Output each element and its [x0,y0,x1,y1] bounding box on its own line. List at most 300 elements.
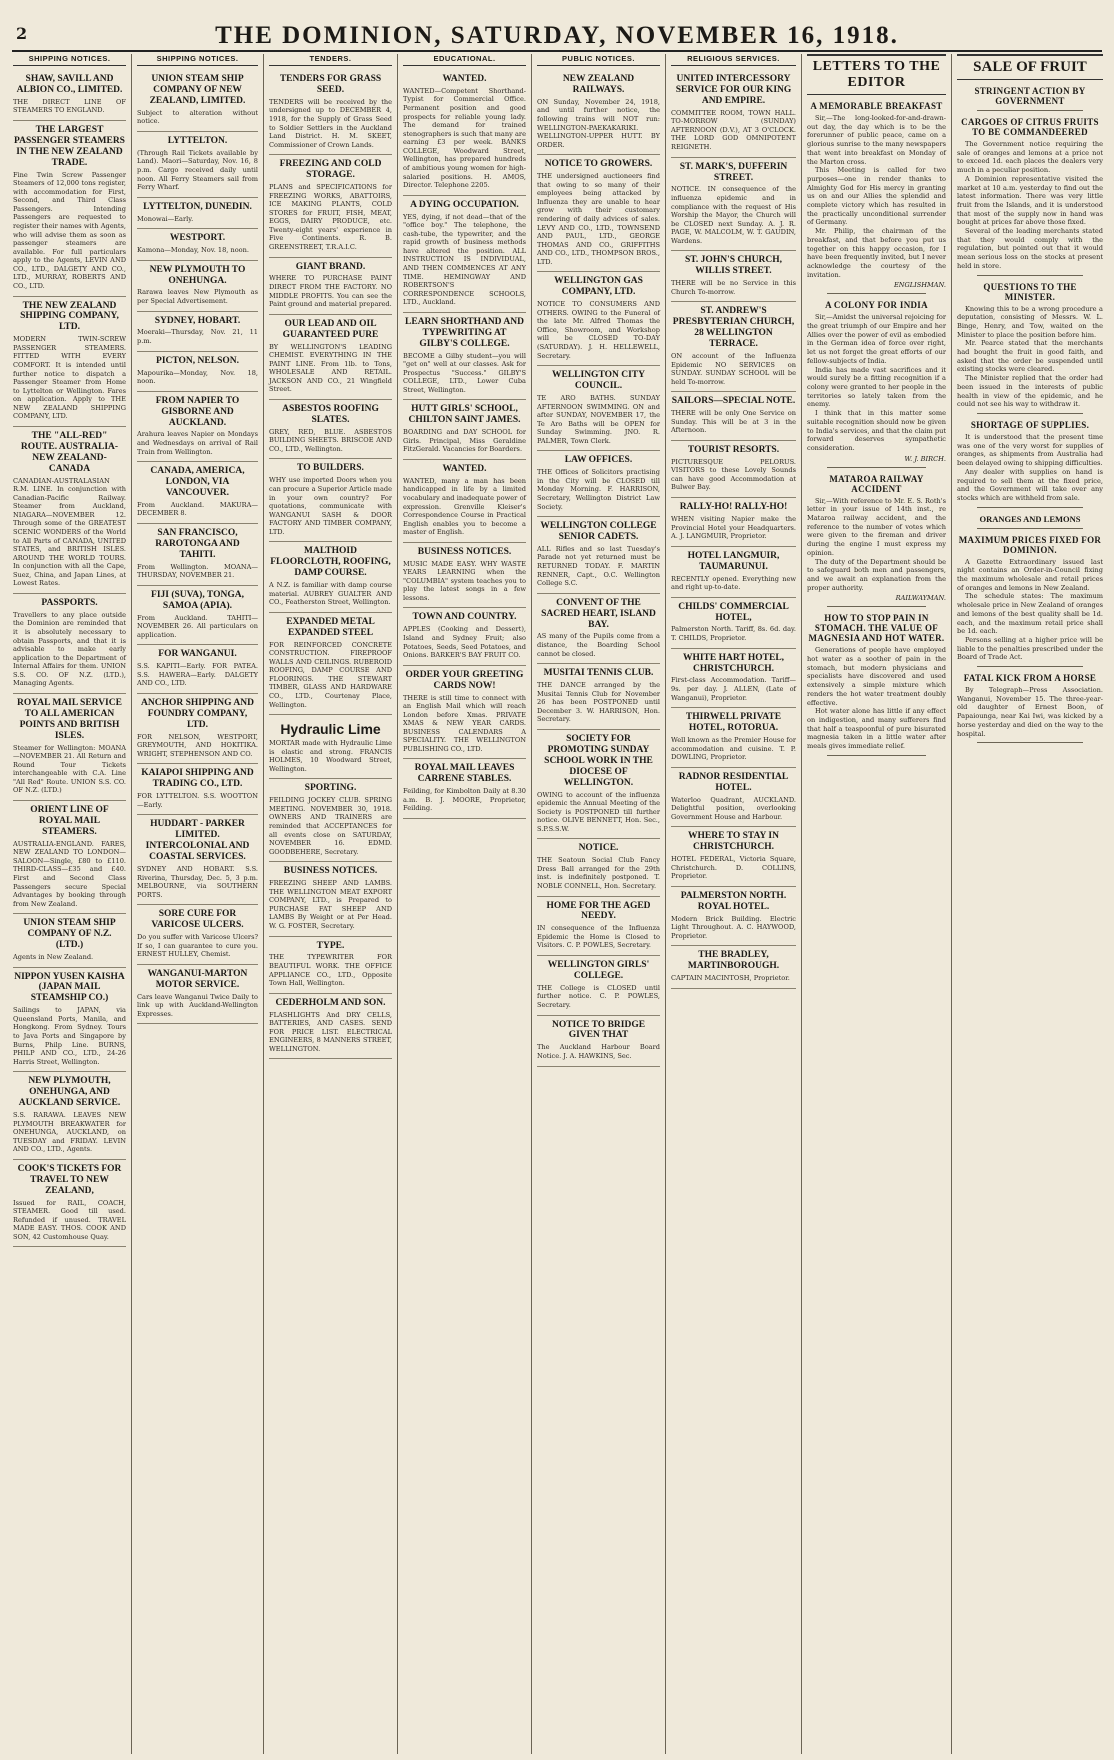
article-paragraph: The Government notice requiring the sale of oranges and lemons at a price not to exceed 1d. each places the dealers very much in a peculiar position. [957,140,1103,175]
advertisement [403,400,526,460]
ad-body: BECOME a Gilby student—you will "get on" well at our classes. Ask for Prospectus "Success." GILBY'S COLLEGE, LTD., Lower Cuba Street, Wellington. [403,351,526,394]
advertisement [671,70,796,158]
article-heading: MAXIMUM PRICES FIXED FOR DOMINION. [958,534,1102,555]
advertisement [403,666,526,760]
ad-body: FOR LYTTELTON. S.S. WOOTTON—Early. [137,792,258,809]
ad-body: From Auckland. TAHITI—NOVEMBER 26. All particulars on application. [137,613,258,639]
ad-heading: PALMERSTON NORTH. ROYAL HOTEL. [680,890,787,912]
ad-body: WANTED, many a man has been handicapped in life by a limited vocabulary and inadequate power of expression. Grenville Kleiser's Correspondence Course in Practical English enables you to become a master of English. [403,476,526,537]
ad-heading: WHITE HART HOTEL, CHRISTCHURCH. [682,652,785,674]
advertisement [269,400,392,460]
ad-heading: NOTICE. [578,843,619,854]
ad-heading: CANADA, AMERICA, LONDON, VIA VANCOUVER. [150,466,245,498]
ad-heading: ST. ANDREW'S PRESBYTERIAN CHURCH, 28 WELLINGTON TERRACE. [672,306,795,350]
advertisement [13,427,126,594]
ad-heading: TOWN AND COUNTRY. [412,612,517,623]
ad-heading: CONVENT OF THE SACRED HEART, ISLAND BAY. [541,597,656,630]
ad-body: ALL Rifles and so last Tuesday's Parade not yet returned must be RETURNED TODAY. F. MARTIN RENNER, Capt., O.C. Wellington College S.C. [537,544,660,588]
column-header: SALE OF FRUIT [957,54,1103,80]
article-heading: A MEMORABLE BREAKFAST [810,101,943,111]
article-heading: HOW TO STOP PAIN IN STOMACH. THE VALUE OF MAGNESIA AND HOT WATER. [808,613,945,644]
ad-heading: WESTPORT. [169,233,226,244]
ad-heading: LEARN SHORTHAND AND TYPEWRITING AT GILBY'S COLLEGE. [405,316,524,349]
article-paragraph: The duty of the Department should be to safeguard both men and passengers, and we await an explanation from the proper authority. [807,557,946,592]
divider [977,413,1083,414]
ad-heading: WANTED. [442,74,487,84]
advertisement [671,302,796,392]
ad-heading: TOURIST RESORTS. [687,444,780,455]
ad-heading: GIANT BRAND. [295,261,366,272]
ad-body: THERE will be only One Service on Sunday. This will be at 3 in the Afternoon. [671,409,796,435]
ad-heading: SOCIETY FOR PROMOTING SUNDAY SCHOOL WORK IN THE DIOCESE OF WELLINGTON. [544,733,653,788]
advertisement [403,313,526,401]
advertisement [671,547,796,598]
article-paragraph: I think that in this matter some suitable recognition should now be given to India's services, and that the claim put forward deserves sympathetic consideration. [807,409,946,452]
advertisement [13,594,126,694]
ad-heading: HOME FOR THE AGED NEEDY. [546,900,651,922]
advertisement [137,198,258,229]
ad-heading: A DYING OCCUPATION. [410,199,519,210]
advertisement [269,994,392,1060]
ad-body: Waterloo Quadrant, AUCKLAND. Delightful position, overlooking Government House and Harbour. [671,795,796,821]
ad-heading: WANTED. [442,463,487,474]
article-heading: ORANGES AND LEMONS [979,513,1081,524]
ad-body: THE DIRECT LINE OF STEAMERS TO ENGLAND. [13,97,126,115]
ad-heading: FREEZING AND COLD STORAGE. [279,159,382,181]
advertisement [537,451,660,517]
ad-heading: THE NEW ZEALAND SHIPPING COMPANY, LTD. [20,300,119,333]
advertisement [137,524,258,586]
ad-heading: BUSINESS NOTICES. [283,866,378,877]
advertisement [137,645,258,694]
ad-heading: MUSITAI TENNIS CLUB. [543,668,654,679]
advertisement [137,694,258,764]
advertisement [671,392,796,441]
ad-body: WHY use imported Doors when you can procure a Superior Article made in your own country? For quotations, communicate with WANGANUI SASH & DOOR FACTORY AND TIMBER COMPANY, LTD. [269,476,392,536]
ad-body: Moeraki—Thursday, Nov. 21, 11 p.m. [137,328,258,346]
article-paragraph: It is understood that the present time was one of the very worst for supplies of oranges, as shipments from Australia had been delayed owing to shipping difficulties. [957,432,1103,468]
advertisement [269,459,392,542]
ad-heading: KAIAPOI SHIPPING AND TRADING CO., LTD. [141,768,254,790]
divider [977,275,1083,276]
advertisement [537,155,660,272]
article-heading: A COLONY FOR INDIA [825,300,928,311]
ad-heading: NEW PLYMOUTH, ONEHUNGA, AND AUCKLAND SERVICE. [18,1076,121,1109]
advertisement [137,905,258,965]
advertisement [269,258,392,315]
ad-heading: ROYAL MAIL LEAVES CARRENE STABLES. [414,763,515,785]
column-2 [132,54,264,1754]
newspaper-title: THE DOMINION, SATURDAY, NOVEMBER 16, 1918. [215,22,899,49]
ad-body: From Wellington. MOANA—THURSDAY, NOVEMBER 21. [137,562,258,580]
ad-body: THE Offices of Solicitors practising in the City will be CLOSED till Monday Morning. F. HARRISON, Secretary, Wellington District Law Society. [537,468,660,511]
advertisement [137,392,258,462]
ad-heading: FROM NAPIER TO GISBORNE AND AUCKLAND. [155,395,240,428]
article-paragraph: A Dominion representative visited the market at 10 a.m. yesterday to find out the latest information. There was very little fruit from the Islands, and it is understood that most of the supply now in hand was bought at prices far above those fixed. [957,174,1103,227]
ad-heading: UNITED INTERCESSORY SERVICE FOR OUR KING AND EMPIRE. [675,74,792,106]
advertisement [671,251,796,302]
ad-body: PICTURESQUE PELORUS. VISITORS to these Lovely Sounds can have good Accommodation at Bulwer Bay. [671,457,796,492]
ad-body: RECENTLY opened. Everything new and right up-to-date. [671,574,796,592]
ad-heading: LYTTELTON. [167,135,228,146]
advertisement [269,613,392,715]
advertisement [537,664,660,730]
ad-heading: WELLINGTON GAS COMPANY, LTD. [554,276,643,298]
advertisement [13,968,126,1073]
ad-heading: PICTON, NELSON. [156,355,239,366]
advertisement [137,586,258,646]
advertisement [137,312,258,352]
advertisement [671,598,796,649]
column-3 [264,54,398,1754]
ad-body: Cars leave Wanganui Twice Daily to link up with Auckland-Wellington Expresses. [137,992,258,1018]
advertisement [671,946,796,988]
ad-body: COMMITTEE ROOM, TOWN HALL. TO-MORROW (SUNDAY) AFTERNOON (D.V.), AT 3 O'CLOCK. THE LORD GOD OMNIPOTENT REIGNETH. [671,108,796,152]
ad-heading: SAILORS—SPECIAL NOTE. [671,396,796,407]
advertisement [137,132,258,198]
ad-heading: EXPANDED METAL EXPANDED STEEL [286,616,375,638]
advertisement [403,543,526,609]
advertisement [403,70,526,196]
ad-heading: ST. MARK'S, DUFFERIN STREET. [679,161,788,183]
advertisement [537,594,660,664]
divider [977,507,1083,508]
ad-heading: NEW PLYMOUTH TO ONEHUNGA. [149,264,246,286]
ad-body: APPLES (Cooking and Dessert), Island and Sydney Fruit; also Potatoes, Seeds, Seed Potatoes, and Onions. BARKER'S BAY FRUIT CO. [403,625,526,660]
ad-body: Fine Twin Screw Passenger Steamers of 12,000 tons register, with accommodation for First, Second, and Third Class Passengers. Intending Passengers are requested to register their names with Agents, who will advise them as soon as passenger steamers are available. For full particulars apply to the Agents, LEVIN AND CO., LTD., DALGETY AND CO., LTD., MURRAY, ROBERTS AND CO., LTD. [13,170,126,290]
advertisement [537,366,660,451]
ad-heading: NIPPON YUSEN KAISHA (JAPAN MAIL STEAMSHIP CO.) [14,971,125,1004]
ad-body: FEILDING JOCKEY CLUB. SPRING MEETING. NOVEMBER 30, 1918. OWNERS AND TRAINERS are reminded that ACCEPTANCES for all events close on SATURDAY, NOVEMBER 16. EDMD. GOODBEHERE, Secretary. [269,796,392,856]
advertisement [671,158,796,252]
column-header: LETTERS TO THE EDITOR [807,54,946,95]
advertisement [13,121,126,297]
ad-body: BY WELLINGTON'S LEADING CHEMIST. EVERYTHING IN THE PAINT LINE. From 1lb. to Tons, WHOLESALE AND RETAIL. JACKSON AND CO., 21 Wingfield Street. [269,342,392,394]
ad-body: HOTEL FEDERAL, Victoria Square, Christchurch. D. COLLINS, Proprietor. [671,855,796,881]
ad-heading: WHERE TO STAY IN CHRISTCHURCH. [688,831,779,853]
ad-body: Monowai—Early. [137,214,194,223]
ad-body: AUSTRALIA-ENGLAND. FARES, NEW ZEALAND TO LONDON—SALOON—Single, £80 to £110. THIRD-CLASS—£35 and £40. First and Second Class Passengers secure Special Advantages by booking through from New Zealand. [13,839,126,908]
ad-body: OWING to account of the influenza epidemic the Annual Meeting of the Society is POSTPONED till further notice. OLIVE BENNETT, Hon. Sec., S.P.S.S.W. [537,790,660,833]
ad-heading: ORIENT LINE OF ROYAL MAIL STEAMERS. [30,804,109,837]
ad-body: ON Sunday, November 24, 1918, and until further notice, the following trains will NOT run: WELLINGTON-PAEKAKARIKI. WELLINGTON-UPPER HUTT. BY ORDER. [537,97,660,149]
ad-heading: NEW ZEALAND RAILWAYS. [562,74,635,95]
advertisement [13,297,126,427]
ad-heading: SHAW, SAVILL AND ALBION CO., LIMITED. [16,74,123,95]
advertisement [671,827,796,887]
ad-heading: THE LARGEST PASSENGER STEAMERS IN THE NEW ZEALAND TRADE. [14,124,125,168]
article-paragraph: Generations of people have employed hot water as a soother of pain in the stomach, but modern physicians and specialists have discovered and used extensively a simple mixture which renders the hot water treatment doubly effective. [807,646,946,707]
advertisement [671,768,796,828]
ad-body: Sailings to JAPAN, via Queensland Ports, Manila, and Hongkong. From Sydney. Tours to Java Ports and Singapore by Burns, Philp Line. BURNS, PHILP AND CO., LTD., 24-26 Harris Street, Wellington. [13,1006,126,1066]
masthead [12,22,1102,52]
column-4 [398,54,532,1754]
ad-heading: ANCHOR SHIPPING AND FOUNDRY COMPANY, LTD. [141,698,254,730]
article-signature: ENGLISHMAN. [893,281,946,290]
ad-body: THE Seatoun Social Club Fancy Dress Ball arranged for the 29th inst. is indefinitely postponed. T. NOBLE CONNELL, Hon. Secretary. [537,856,660,890]
ad-body: CAPTAIN MACINTOSH, Proprietor. [671,974,790,983]
advertisement [137,764,258,815]
ad-heading: HUDDART - PARKER LIMITED. INTERCOLONIAL AND COASTAL SERVICES. [145,819,250,863]
ad-heading: FOR WANGANUI. [158,649,237,660]
advertisement [269,315,392,400]
article-signature: RAILWAYMAN. [895,594,946,603]
ad-heading: RALLY-HO! RALLY-HO! [679,502,788,513]
advertisement [137,965,258,1025]
ad-body: Mapourika—Monday, Nov. 18, noon. [137,368,258,386]
advertisement [269,937,392,994]
ad-heading: UNION STEAM SHIP COMPANY OF NEW ZEALAND, LIMITED. [149,74,246,106]
ad-heading: WELLINGTON CITY COUNCIL. [551,370,645,392]
ad-heading: TENDERS FOR GRASS SEED. [279,74,382,95]
ad-body: Steamer for Wellington: MOANA—NOVEMBER 21. All Return and Round Tour Tickets interchangeable with C.A. Line "All Red" Route. UNION S.S. CO. OF N.Z. (LTD.) [13,743,126,795]
ad-heading: ST. JOHN'S CHURCH, WILLIS STREET. [685,255,782,277]
advertisement [671,649,796,709]
ad-heading: UNION STEAM SHIP COMPANY OF N.Z. (LTD.) [23,918,116,951]
column-1 [8,54,132,1754]
advertisement [403,196,526,313]
ad-body: THERE is still time to connect with an English Mail which will reach London before Xmas. PRIVATE XMAS & NEW YEAR CARDS. BUSINESS CALENDARS A SPECIALITY. THE WELLINGTON PUBLISHING CO., LTD. [403,693,526,753]
advertisement [537,897,660,957]
article-paragraph: A Gazette Extraordinary issued last night contains an Order-in-Council fixing the maximum wholesale and retail prices of oranges and lemons in New Zealand. [957,557,1103,592]
ad-heading: THE "ALL-RED" ROUTE. AUSTRALIA-NEW ZEALAND-CANADA [20,430,119,474]
article-heading: FATAL KICK FROM A HORSE [963,673,1097,684]
ad-body: THE DANCE arranged by the Musitai Tennis Club for November 26 has been POSTPONED until December 3. W. HARRISON, Hon. Secretary. [537,681,660,724]
ad-body: Subject to alteration without notice. [137,108,258,126]
ad-body: Travellers to any place outside the Dominion are reminded that it is absolutely necessary to obtain Passports, and that it is advisable to make early application to the Department of Internal Affairs for them. UNION S.S. CO. OF N.Z. (LTD.), Managing Agents. [13,610,126,688]
advertisement [137,229,258,260]
article-paragraph: Persons selling at a higher price will be liable to the penalties prescribed under the Board of Trade Act. [957,635,1103,662]
ad-body: Agents in New Zealand. [13,953,94,961]
advertisement [137,352,258,392]
ad-heading: Hydraulic Lime [280,721,381,738]
advertisement [13,1072,126,1160]
column-header: RELIGIOUS SERVICES. [671,54,796,66]
article-heading: MATAROA RAILWAY ACCIDENT [829,473,924,494]
ad-heading: COOK'S TICKETS FOR TRAVEL TO NEW ZEALAND, [17,1163,122,1196]
ad-body: AS many of the Pupils come from a distance, the Boarding School cannot be closed. [537,632,660,658]
ad-body: Modern Brick Building. Electric Light Throughout. A. C. HAYWOOD, Proprietor. [671,914,796,940]
ad-body: Issued for RAIL, COACH, STEAMER. Good till used. Refunded if unused. TRAVEL MADE EASY. THOS. COOK AND SON, 42 Customhouse Quay. [13,1198,126,1241]
advertisement [13,1160,126,1248]
advertisement [269,155,392,257]
column-8 [952,54,1108,1754]
ad-heading: ORDER YOUR GREETING CARDS NOW! [405,669,524,691]
ad-body: IN consequence of the Influenza Epidemic the Home is Closed to Visitors. C. P. POWLES, Secretary. [537,924,660,950]
article-heading: CARGOES OF CITRUS FRUITS TO BE COMMANDEERED [961,117,1099,137]
column-header: TENDERS. [269,54,392,66]
ad-body: WHEN visiting Napier make the Provincial Hotel your Headquarters. A. J. LANGMUIR, Proprietor. [671,514,796,541]
ad-body: S.S. RARAWA. LEAVES NEW PLYMOUTH BREAKWATER for ONEHUNGA, AUCKLAND, on TUESDAY and FRIDAY. LEVIN AND CO., LTD., Agents. [13,1111,126,1154]
ad-body: THE undersigned auctioneers find that owing to so many of their employees being attacked by Influenza they are unable to hear grow with their customary rendering of daily advices of sales. LEVY AND CO., LTD., TOWNSEND AND PAUL, LTD., GEORGE THOMAS AND CO., GRIFFITHS AND CO., LTD., THOMPSON BROS., LTD. [537,172,660,266]
column-header: SHIPPING NOTICES. [137,54,258,66]
advertisement [537,839,660,896]
ad-body: PLANS and SPECIFICATIONS for FREEZING WORKS, ABATTOIRS, ICE MAKING PLANTS, COLD STORES for FRUIT, FISH, MEAT, EGGS, DAIRY PRODUCE, etc. Twenty-eight years' experience in Five Continents. R. B. GREENSTREET, T.R.A.I.C. [269,183,392,251]
divider [977,742,1083,743]
ad-body: THERE will be no Service in this Church To-morrow. [671,279,796,296]
ad-heading: SYDNEY, HOBART. [154,315,241,326]
ad-body: ON account of the Influenza Epidemic NO SERVICES on SUNDAY. SUNDAY SCHOOL will be held To-morrow. [671,352,796,386]
advertisement [537,1016,660,1067]
advertisement [13,70,126,121]
divider [827,467,926,468]
ad-heading: TYPE. [316,940,345,951]
column-7 [802,54,952,1754]
article-paragraph: India has made vast sacrifices and it would surely be a fitting recognition if a colony were granted to her people in the territories so lately taken from the enemy. [807,365,946,409]
ad-heading: MALTHOID FLOORCLOTH, ROOFING, DAMP COURSE. [270,546,391,579]
ad-heading: LYTTELTON, DUNEDIN. [143,201,252,212]
ad-body: GREY, RED, BLUE. ASBESTOS BUILDING SHEETS. BRISCOE AND CO., LTD., Wellington. [269,427,392,453]
article-paragraph: Mr. Pearce stated that the merchants had bought the fruit in good faith, and asked that the order be suspended until existing stocks were cleared. [957,339,1103,374]
advertisement [137,70,258,132]
advertisement [537,70,660,155]
ad-heading: RADNOR RESIDENTIAL HOTEL. [678,771,789,793]
ad-heading: THIRWELL PRIVATE HOTEL, ROTORUA. [685,712,782,734]
article-paragraph: This Meeting is called for two purposes—one in render thanks to Almighty God for His mercy in granting us on and our Allies the splendid and complete victory which has resulted in the practically unconditional surrender of Germany. [807,166,946,227]
ad-body: Do you suffer with Varicose Ulcers? If so, I can guarantee to cure you. ERNEST HULLEY, Chemist. [137,933,258,959]
ad-heading: SORE CURE FOR VARICOSE ULCERS. [151,909,244,931]
advertisement [537,956,660,1016]
ad-body: NOTICE TO CONSUMERS AND OTHERS. OWING to the Funeral of the late Mr. Alfred Thomas the Office, Showroom, and Workshop will be CLOSED TO-DAY (SATURDAY). J. H. HELLEWELL, Secretary. [537,300,660,360]
ad-heading: ASBESTOS ROOFING SLATES. [282,403,379,425]
advertisement [269,542,392,612]
article-paragraph: Mr. Philip, the chairman of the breakfast, and that before you put us together on this happy occasion, for I have been frequently invited, but I never acknowledge the courtesy of the invitation. [807,227,946,279]
article-heading: QUESTIONS TO THE MINISTER. [983,281,1077,302]
advertisement [403,460,526,543]
advertisement [137,462,258,524]
column-6 [666,54,802,1754]
ad-body: The Auckland Harbour Board Notice. J. A. HAWKINS, Sec. [537,1043,660,1060]
divider [977,528,1083,529]
ad-body: First-class Accommodation. Tariff—9s. per day. J. ALLEN, (Late of Wanganui), Proprietor. [671,676,796,702]
advertisement [13,694,126,801]
ad-heading: HUTT GIRLS' SCHOOL, CHILTON SAINT JAMES. [408,404,521,426]
ad-heading: NOTICE TO GROWERS. [544,159,653,170]
ad-heading: BUSINESS NOTICES. [417,546,512,557]
ad-heading: CHILDS' COMMERCIAL HOTEL, [678,601,789,623]
ad-body: From Auckland. MAKURA—DECEMBER 8. [137,500,258,518]
advertisement [537,730,660,839]
ad-body: TE ARO BATHS. SUNDAY AFTERNOON SWIMMING. ON and after SUNDAY, NOVEMBER 17, the Te Aro Baths will be OPEN for Sunday Swimming. JNO. R. PALMER, Town Clerk. [537,393,660,445]
ad-body: Feilding, for Kimbolton Daily at 8.30 a.m. B. J. MOORE, Proprietor, Feilding. [403,787,526,813]
column-5 [532,54,666,1754]
article-paragraph: Several of the leading merchants stated that they would comply with the regulation, but pointed out that it would mean serious loss on the stocks at present held in store. [957,227,1103,270]
ad-heading: WELLINGTON GIRLS' COLLEGE. [547,960,650,981]
ad-heading: PASSPORTS. [41,597,98,608]
advertisement [269,862,392,936]
ad-heading: HOTEL LANGMUIR, TAUMARUNUI. [687,550,780,572]
advertisement [137,261,258,312]
advertisement [269,779,392,862]
ad-heading: SPORTING. [304,783,357,794]
ad-body: Well known as the Premier House for accommodation and cuisine. T. P. DOWLING, Proprietor. [671,735,796,762]
divider [977,110,1083,111]
article-signature: W. J. BIRCH. [904,454,946,463]
advertisement [13,914,126,967]
advertisement [671,498,796,547]
ad-body: MUSIC MADE EASY. WHY WASTE YEARS LEARNING when the "COLUMBIA" system teaches you to play the latest songs in a few lessons. [403,559,526,602]
ad-body: CANADIAN-AUSTRALASIAN R.M. LINE. In conjunction with Canadian-Pacific Railway. Steamer from Auckland, NIAGARA—NOVEMBER 12. Through some of the GREATEST SCENIC WONDERS of the World to All Parts of CANADA, UNITED STATES, and BRITISH ISLES. AROUND THE WORLD TOURS. In conjunction with all the Cape, Suez, China, and Japan Lines, at Lowest Rates. [13,476,126,588]
ad-heading: CEDERHOLM AND SON. [275,997,386,1008]
ad-heading: WANGANUI-MARTON MOTOR SERVICE. [147,968,248,990]
article-paragraph: The Minister replied that the order had been issued in the interests of public health in view of the epidemic, and he could not see his way to withdraw it. [957,374,1103,409]
ad-heading: ROYAL MAIL SERVICE TO ALL AMERICAN POINTS AND BRITISH ISLES. [17,697,122,741]
ad-body: S.S. KAPITI—Early. FOR PATEA. S.S. HAWERA—Early. DALGETY AND CO., LTD. [137,662,258,688]
column-header: EDUCATIONAL. [403,54,526,66]
advertisement [13,801,126,914]
ad-body: TENDERS will be received by the undersigned up to DECEMBER 4, 1918, for the Supply of Grass Seed to Soldier Settlers in the Auckland Land District. H. M. SKEET, Commissioner of Crown Lands. [269,97,392,149]
ad-body: Arahura leaves Napier on Mondays and Wednesdays on arrival of Rail Train from Wellington. [137,430,258,456]
ad-heading: TO BUILDERS. [297,463,364,474]
page-number: 2 [16,24,28,43]
divider [827,293,926,294]
advertisement [671,708,796,768]
ad-body: Rarawa leaves New Plymouth as per Special Advertisement. [137,288,258,305]
advertisement [403,608,526,665]
ad-body: WHERE TO PURCHASE PAINT DIRECT FROM THE FACTORY. NO MIDDLE PROFITS. You can see the Paint ground and material prepared. [269,274,392,309]
ad-body: Kamona—Monday, Nov. 18, noon. [137,246,249,255]
ad-body: A N.Z. is familiar with damp course material. AUBREY GUALTER AND CO., Featherston Street, Wellington. [269,581,392,607]
article-heading: SHORTAGE OF SUPPLIES. [970,419,1090,430]
ad-heading: FIJI (SUVA), TONGA, SAMOA (APIA). [151,589,244,611]
ad-body: (Through Rail Tickets available by Land). Maori—Saturday, Nov. 16, 8 p.m. Cargo received daily until noon. All Ferry Steamers sail from Ferry Wharf. [137,148,258,192]
advertisement [269,70,392,155]
ad-heading: NOTICE TO BRIDGE GIVEN THAT [551,1019,646,1041]
divider [827,606,926,607]
advertisement [403,759,526,819]
article-paragraph: The schedule states: The maximum wholesale price in New Zealand of oranges and lemons of the best quality shall be 1d. each, and the maximum retail price shall be 1d. each. [957,592,1103,636]
ad-body: THE College is CLOSED until further notice. C. P. POWLES, Secretary. [537,983,660,1009]
article-paragraph: Knowing this to be a wrong procedure a deputation, consisting of Messrs. W. L. Binge, Henry, and Tow, waited on the Minister to place the position before him. [957,304,1103,339]
advertisement [671,887,796,947]
ad-body: FREEZING SHEEP AND LAMBS. THE WELLINGTON MEAT EXPORT COMPANY, LTD., is Prepared to PURCHASE FAT SHEEP AND LAMBS By Weight or at Per Head. W. G. FOSTER, Secretary. [269,879,392,930]
divider [977,666,1083,667]
ad-body: FLASHLIGHTS And DRY CELLS, BATTERIES, AND CASES. SEND FOR PRICE LIST. ELECTRICAL ENGINEERS, 8 MANNERS STREET, WELLINGTON. [269,1010,392,1053]
ad-body: MORTAR made with Hydraulic Lime is elastic and strong. FRANCIS HOLMES, 10 Woodward Street, Wellington. [269,739,392,773]
article-paragraph: Sir,—Amidst the universal rejoicing for the great triumph of our Empire and her Allies over the power of evil as embodied in the German idea of force over right, let us not forget the great efforts of our fellow-subjects of India. [807,313,946,365]
article-paragraph: Sir,—The long-looked-for-and-drawn-out day, the day which is to be the forerunner of public peace, came on a glorious sunrise to the many newspapers that went into breakfast on Monday of the Marton cross. [807,114,946,166]
ad-body: FOR REINFORCED CONCRETE CONSTRUCTION. FIREPROOF WALLS AND CEILINGS. RUBEROID ROOFING, DAMP COURSE AND FLOORINGS. THE STEWART TIMBER, GLASS AND HARDWARE CO., LTD., Courtenay Place, Wellington. [269,640,392,709]
ad-heading: WELLINGTON COLLEGE SENIOR CADETS. [540,521,657,542]
advertisement [537,517,660,594]
ad-body: NOTICE. IN consequence of the influenza epidemic and in compliance with the request of His Worship the Mayor, the Church will be CLOSED next Sunday. A. J. R. PAGE, W. MALCOLM, W. T. GAUDIN, Wardens. [671,185,796,245]
ad-heading: THE BRADLEY, MARTINBOROUGH. [687,950,780,972]
ad-body: FOR NELSON, WESTPORT, GREYMOUTH, AND HOKITIKA. WRIGHT, STEPHENSON AND CO. [137,732,258,758]
article-paragraph: Sir,—With reference to Mr. E. S. Roth's letter in your issue of 14th inst., re Mataroa railway accident, and the reference to the number of votes which were given to the fireman and driver during the engine I must express my opinion. [807,496,946,557]
advertisement [671,441,796,498]
column-header: SHIPPING NOTICES. [13,54,126,66]
ad-body: Palmerston North. Tariff, 8s. 6d. day. T. CHILDS, Proprietor. [671,625,796,643]
ad-heading: LAW OFFICES. [564,455,633,466]
article-paragraph: Hot water alone has little if any effect on indigestion, and many sufferers find that half a teaspoonful of pure bisurated magnesia taken in a little water after meals gives immediate relief. [807,707,946,751]
advertisement [137,815,258,905]
article-paragraph: Any dealer with supplies on hand is required to sell them at the fixed price, and the Government will take over any stocks which are withheld from sale. [957,467,1103,502]
ad-body: BOARDING and DAY SCHOOL for Girls. Principal, Miss Geraldine FitzGerald. Vacancies for Boarders. [403,428,526,454]
ad-body: MODERN TWIN-SCREW PASSENGER STEAMERS. FITTED WITH EVERY COMFORT. It is intended until further notice to dispatch a Passenger Steamer from Home to Lyttelton or Wellington. Fares on application. Apply to THE NEW ZEALAND SHIPPING COMPANY, LTD. [13,335,126,421]
column-header: PUBLIC NOTICES. [537,54,660,66]
advertisement [269,715,392,779]
advertisement [537,272,660,366]
ad-heading: OUR LEAD AND OIL GUARANTEED PURE [282,318,379,340]
ad-body: YES, dying, if not dead—that of the "office boy." The telephone, the cash-tube, the typewriter, and the rapid growth of business methods have altered the position. ALL INSTRUCTION IS INDIVIDUAL, AND THEN COMMENCES AT ANY TIME. HEMINGWAY AND ROBERTSON'S CORRESPONDENCE SCHOOLS, LTD., Auckland. [403,212,526,307]
ad-heading: SAN FRANCISCO, RAROTONGA AND TAHITI. [155,528,240,560]
ad-body: SYDNEY AND HOBART. S.S. Riverina, Thursday, Dec. 5, 3 p.m. MELBOURNE, via SOUTHERN PORTS. [137,865,258,899]
article-heading: STRINGENT ACTION BY GOVERNMENT [974,86,1086,106]
divider [827,755,926,756]
ad-body: WANTED—Competent Shorthand-Typist for Commercial Office. Permanent position and good prospects for reliable young lady. The demand for trained stenographers is such that many are earning £3 per week. BANKS COLLEGE, Woodward Street, Wellington, has prepared hundreds of ambitious young women for high-salaried positions. H. AMOS, Director. Telephone 2205. [403,86,526,190]
ad-body: THE TYPEWRITER FOR BEAUTIFUL WORK. THE OFFICE APPLIANCE CO., LTD., Opposite Town Hall, Wellington. [269,953,392,988]
article-paragraph: By Telegraph—Press Association. Wanganui, November 15. The three-year-old daughter of Ernest Boon, of Papaiounga, near Kai Iwi, was kicked by a horse yesterday and died on the way to the hospital. [957,686,1103,738]
